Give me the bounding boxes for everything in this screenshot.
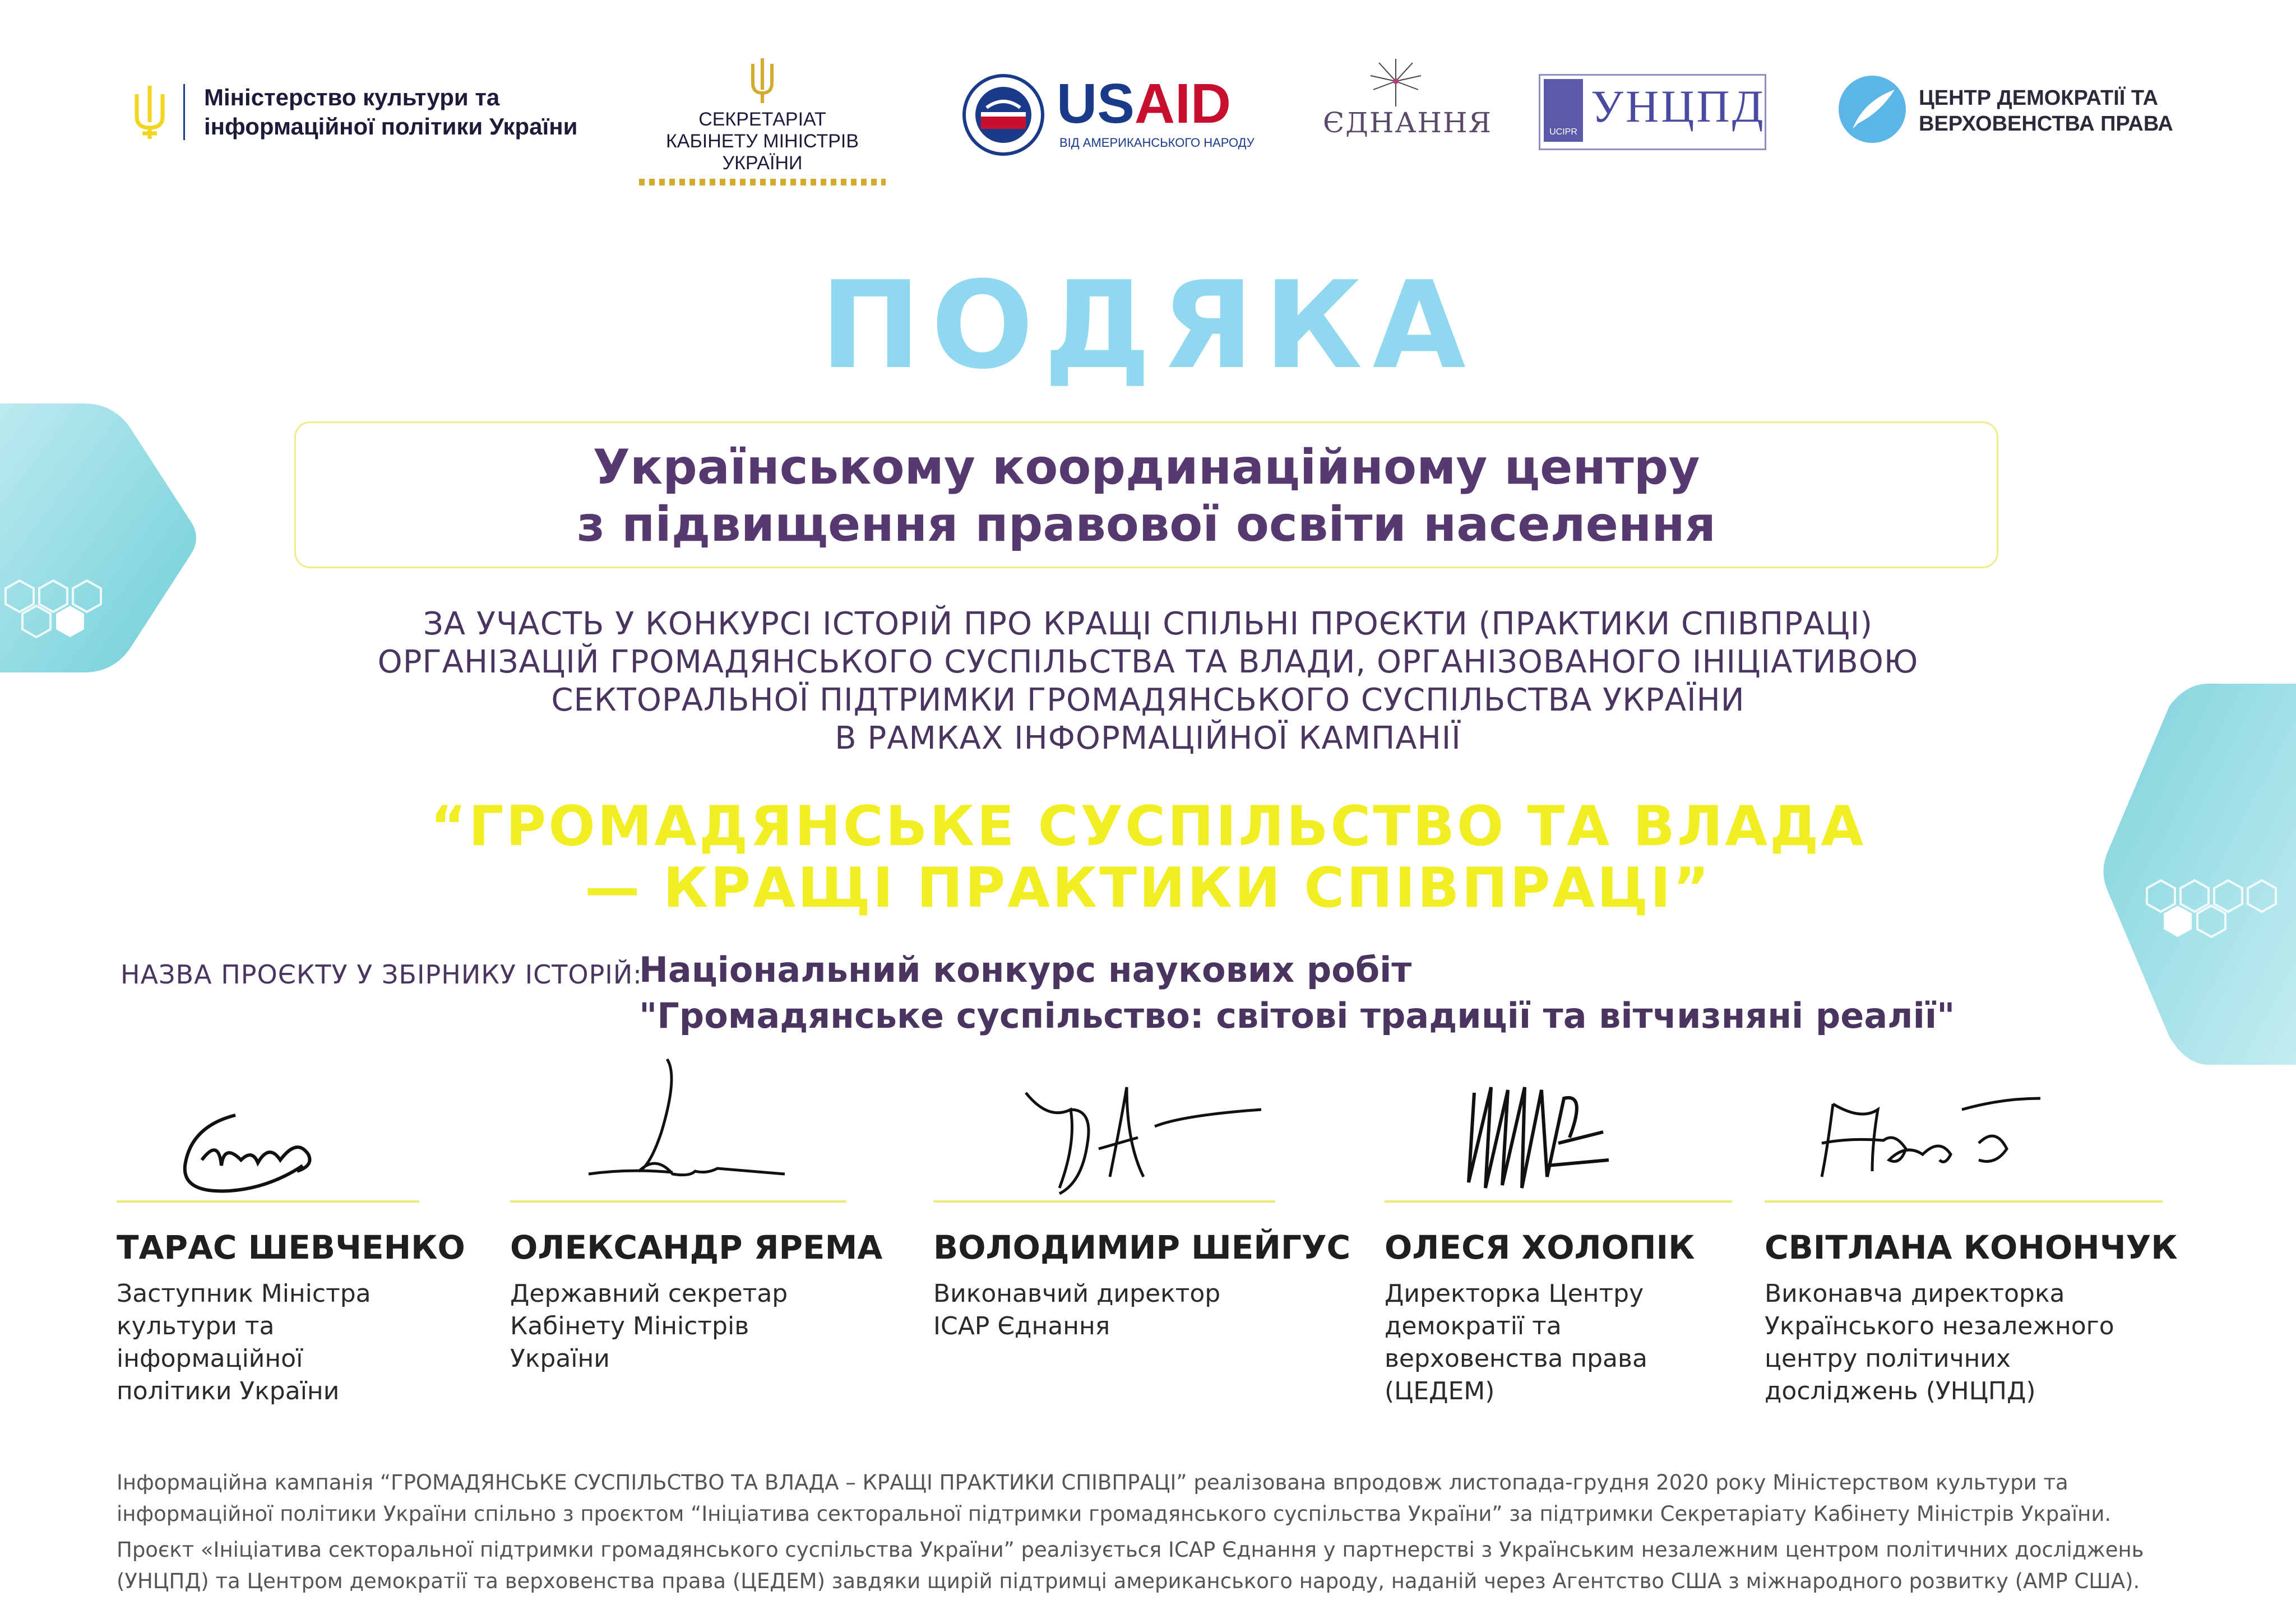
- usaid-name: USAID: [1057, 72, 1232, 135]
- ministry-name-line1: Міністерство культури та: [204, 84, 500, 110]
- project-name-line2: "Громадянське суспільство: світові традиції та вітчизняні реалії": [639, 995, 1955, 1036]
- usaid-logo: [961, 73, 1264, 157]
- reason-line: ОРГАНІЗАЦІЙ ГРОМАДЯНСЬКОГО СУСПІЛЬСТВА ТА ВЛАДИ, ОРГАНІЗОВАНОГО ІНІЦІАТИВОЮ: [377, 644, 1919, 680]
- signatory-name: ОЛЕКСАНДР ЯРЕМА: [510, 1228, 883, 1266]
- campaign-line2: — КРАЩІ ПРАКТИКИ СПІВПРАЦІ”: [585, 856, 1711, 920]
- signature-shevchenko: [168, 1082, 392, 1205]
- signatory-name: ВОЛОДИМИР ШЕЙГУС: [933, 1228, 1351, 1266]
- recipient-line1: Українському координаційному центру: [592, 439, 1700, 495]
- recipient-line2: з підвищення правової освіти населення: [577, 497, 1716, 553]
- project-name-line1: Національний конкурс наукових робіт: [639, 949, 1412, 990]
- signatory-name: ТАРАС ШЕВЧЕНКО: [117, 1228, 465, 1266]
- footer-paragraph-2: Проєкт «Ініціатива секторальної підтримки громадянського суспільства України” реалізується ІСАР Єднання у партнерстві з Українським незалежним центром політичних досліджень (УНЦПД) та Центром демократії та верховенства права (ЦЕДЕМ) завдяки щирій підтримці американського народу, наданій через Агентство США з міжнародного розвитку (АМР США).: [117, 1538, 2144, 1593]
- reason-line: СЕКТОРАЛЬНОЇ ПІДТРИМКИ ГРОМАДЯНСЬКОГО СУСПІЛЬСТВА УКРАЇНИ: [551, 682, 1745, 718]
- ministry-name-line2: інформаційної політики України: [204, 113, 578, 140]
- signature-divider: [1385, 1200, 1732, 1203]
- reason-line: В РАМКАХ ІНФОРМАЦІЙНОЇ КАМПАНІЇ: [835, 720, 1461, 757]
- cedem-line2: ВЕРХОВЕНСТВА ПРАВА: [1919, 112, 2173, 136]
- secretariat-line2: КАБІНЕТУ МІНІСТРІВ УКРАЇНИ: [665, 131, 859, 174]
- uncpd-name: УНЦПД: [1591, 81, 1766, 132]
- ornament-strip: [639, 179, 886, 185]
- footer-paragraph-1: Інформаційна кампанія “ГРОМАДЯНСЬКЕ СУСПІЛЬСТВО ТА ВЛАДА – КРАЩІ ПРАКТИКИ СПІВПРАЦІ” реалізована впродовж листопада-грудня 2020 року Міністерством культури та інформаційної політики України спільно з проєктом “Ініціатива секторальної підтримки громадянського суспільства України” за підтримки Секретаріату Кабінету Міністрів України.: [117, 1470, 2112, 1526]
- signature-divider: [933, 1200, 1275, 1203]
- ednannia-name: ЄДНАННЯ: [1323, 106, 1492, 139]
- usaid-seal-icon: [961, 73, 1045, 157]
- cedem-logo: [1836, 73, 2228, 146]
- trident-emblem-icon: [748, 56, 776, 106]
- certificate-title: ПОДЯКА: [820, 255, 1476, 396]
- secretariat-logo: [628, 56, 897, 174]
- signatory-role: Заступник Міністра культури та інформаційної політики України: [117, 1279, 371, 1405]
- cedem-line1: ЦЕНТР ДЕМОКРАТІЇ ТА: [1919, 86, 2159, 110]
- trident-icon: [130, 83, 169, 145]
- ucipr-badge-text: UCIPR: [1549, 127, 1577, 137]
- signature-sheygus: [1015, 1076, 1267, 1210]
- project-label: НАЗВА ПРОЄКТУ У ЗБІРНИКУ ІСТОРІЙ:: [121, 959, 642, 990]
- recipient-box: [294, 421, 1998, 568]
- usaid-sub: ВІД АМЕРИКАНСЬКОГО НАРОДУ: [1059, 136, 1255, 150]
- signature-divider: [1765, 1200, 2163, 1203]
- signature-yarema: [583, 1054, 818, 1205]
- signatory-role: Директорка Центру демократії та верховенства права (ЦЕДЕМ): [1385, 1279, 1647, 1405]
- signatory-role: Виконавча директорка Українського незалежного центру політичних досліджень (УНЦПД): [1765, 1279, 2114, 1405]
- ucipr-badge: [1544, 79, 1583, 142]
- secretariat-line1: СЕКРЕТАРІАТ: [698, 109, 826, 130]
- signatory-role: Виконавчий директор ІСАР Єднання: [933, 1279, 1221, 1340]
- ministry-logo: [130, 78, 578, 151]
- signature-divider: [117, 1200, 419, 1203]
- signatory-role: Державний секретар Кабінету Міністрів України: [510, 1279, 788, 1373]
- campaign-line1: “ГРОМАДЯНСЬКЕ СУСПІЛЬСТВО ТА ВЛАДА: [430, 795, 1866, 859]
- uncpd-logo: [1539, 74, 1766, 150]
- signatory-name: ОЛЕСЯ ХОЛОПІК: [1385, 1228, 1695, 1266]
- cedem-feather-icon: [1836, 73, 1909, 146]
- reason-text: [0, 605, 2296, 758]
- dandelion-icon: [1362, 56, 1429, 106]
- ednannia-logo: [1323, 56, 1492, 157]
- campaign-title: [0, 796, 2296, 919]
- reason-line: ЗА УЧАСТЬ У КОНКУРСІ ІСТОРІЙ ПРО КРАЩІ СПІЛЬНІ ПРОЄКТИ (ПРАКТИКИ СПІВПРАЦІ): [423, 606, 1873, 642]
- signature-kholopik: [1457, 1076, 1659, 1199]
- ministry-divider: [183, 84, 185, 140]
- signature-divider: [510, 1200, 846, 1203]
- project-name: [639, 947, 1955, 1039]
- signature-kononchuk: [1811, 1087, 2057, 1199]
- signatory-name: СВІТЛАНА КОНОНЧУК: [1765, 1228, 2178, 1266]
